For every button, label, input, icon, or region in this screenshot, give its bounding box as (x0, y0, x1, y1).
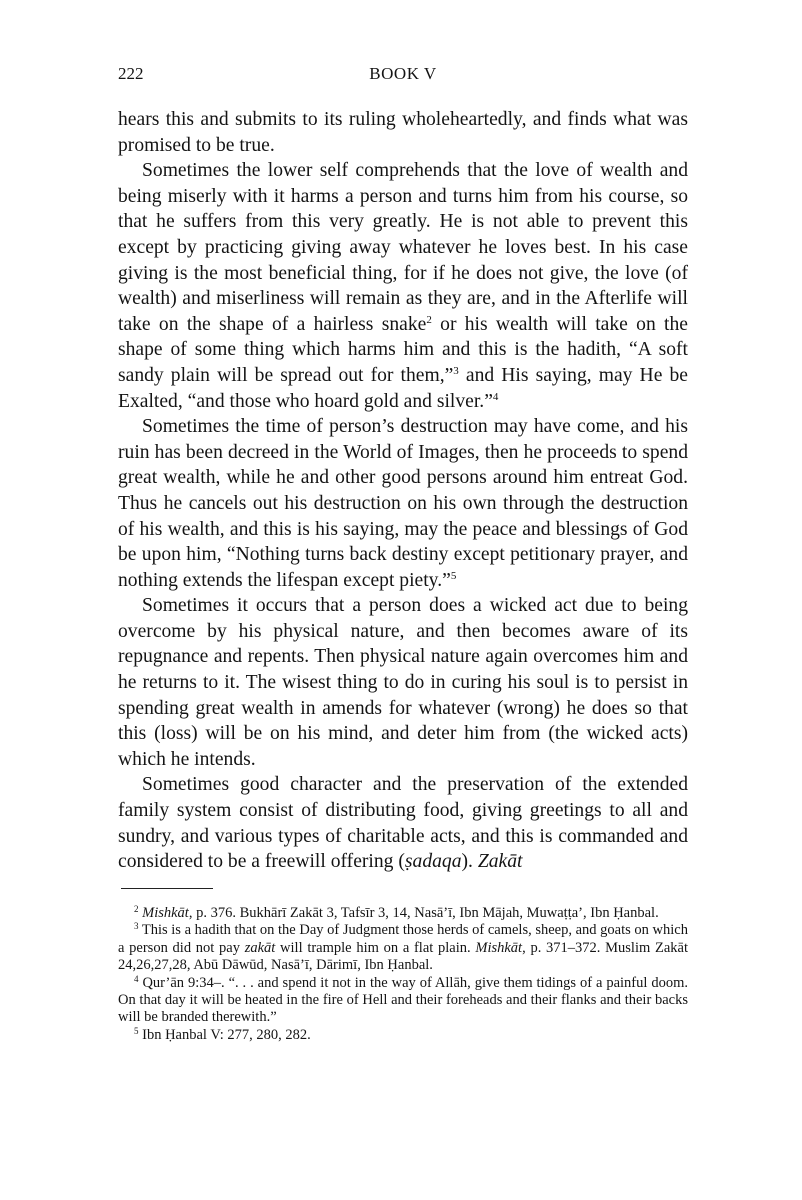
footnote-4: $^4$ Qur’ān 9:34–. “. . . and spend it not in the way of Allāh, give them tidings of a painful doom. On that day it will be heated in the fire of Hell and their foreheads and their flanks and their backs will be branded therewith.” (118, 973, 688, 1026)
footnote-3: $^3$ This is a hadith that on the Day of Judgment those herds of camels, sheep, and goats on which a person did not pay zakāt will trample him on a flat plain. Mishkāt, p. 371–372. Muslim Zakāt 24,26,27,28, Abū Dāwūd, Nasā’ī, Dārimī, Ibn Ḥanbal. (118, 921, 688, 974)
footnote-ref-4: 4 (492, 390, 499, 403)
main-text (118, 107, 688, 875)
paragraph-4: Sometimes it occurs that a person does a wicked act due to being overcome by his physical nature, and then becomes aware of its repugnance and repents. Then physical nature again overcomes him and he returns to it. The wisest thing to do in curing his soul is to persist in spending great wealth in amends for whatever (wrong) he does so that this (loss) will be on his mind, and deter him from (the wicked acts) which he intends. (118, 595, 688, 770)
paragraph-1: hears this and submits to its ruling wholeheartedly, and finds what was promised to be true. (118, 109, 688, 156)
paragraph-3: Sometimes the time of person’s destruction may have come, and his ruin has been decreed in the World of Images, then he proceeds to spend great wealth, while he and other good persons around him entreat God. Thus he cancels out his destruction on his own through the destruction of his wealth, and this is his saying, may the peace and blessings of God be upon him, “Nothing turns back destiny except petitionary prayer, and nothing extends the lifespan except piety.”$^5$ (118, 416, 688, 591)
running-head: BOOK V (369, 64, 437, 83)
footnote-2: $^2$ Mishkāt, p. 376. Bukhārī Zakāt 3, Tafsīr 3, 14, Nasā’ī, Ibn Mājah, Muwaṭṭa’, Ibn Ḥanbal. (134, 904, 659, 921)
footnote-ref-2: 2 (426, 313, 432, 326)
page-header (118, 64, 688, 90)
italic-term-sadaqa: ṣadaqa (404, 851, 462, 873)
footnote-5: $^5$ Ibn Ḥanbal V: 277, 280, 282. (134, 1025, 311, 1043)
footnote-ref-5: 5 (450, 569, 457, 582)
paragraph-5: Sometimes good character and the preservation of the extended family system consist of distributing food, giving greetings to all and sundry, and various types of charitable acts, and this is commanded and considered to be a freewill offering (ṣadaqa). Zakāt (118, 774, 688, 873)
page-number: 222 (118, 64, 144, 83)
italic-term-zakat: Zakāt (477, 851, 523, 873)
footnote-ref-3: 3 (453, 364, 459, 377)
paragraph-2: Sometimes the lower self comprehends that the love of wealth and being miserly with it harms a person and turns him from his course, so that he suffers from this very greatly. He is not able to prevent this except by practicing giving away whatever he loves best. In his case giving is the most beneficial thing, for if he does not give, the love (of wealth) and miserliness will remain as they are, and in the Afterlife will take on the shape of a hairless snake$^2$ or his wealth will take on the shape of some thing which harms him and this is the hadith, “A soft sandy plain will be spread out for them,”$^3$ and His saying, may He be Exalted, “and those who hoard gold and silver.”$^4$ (118, 160, 688, 412)
footnotes (118, 905, 688, 1044)
footnote-divider (121, 888, 213, 889)
